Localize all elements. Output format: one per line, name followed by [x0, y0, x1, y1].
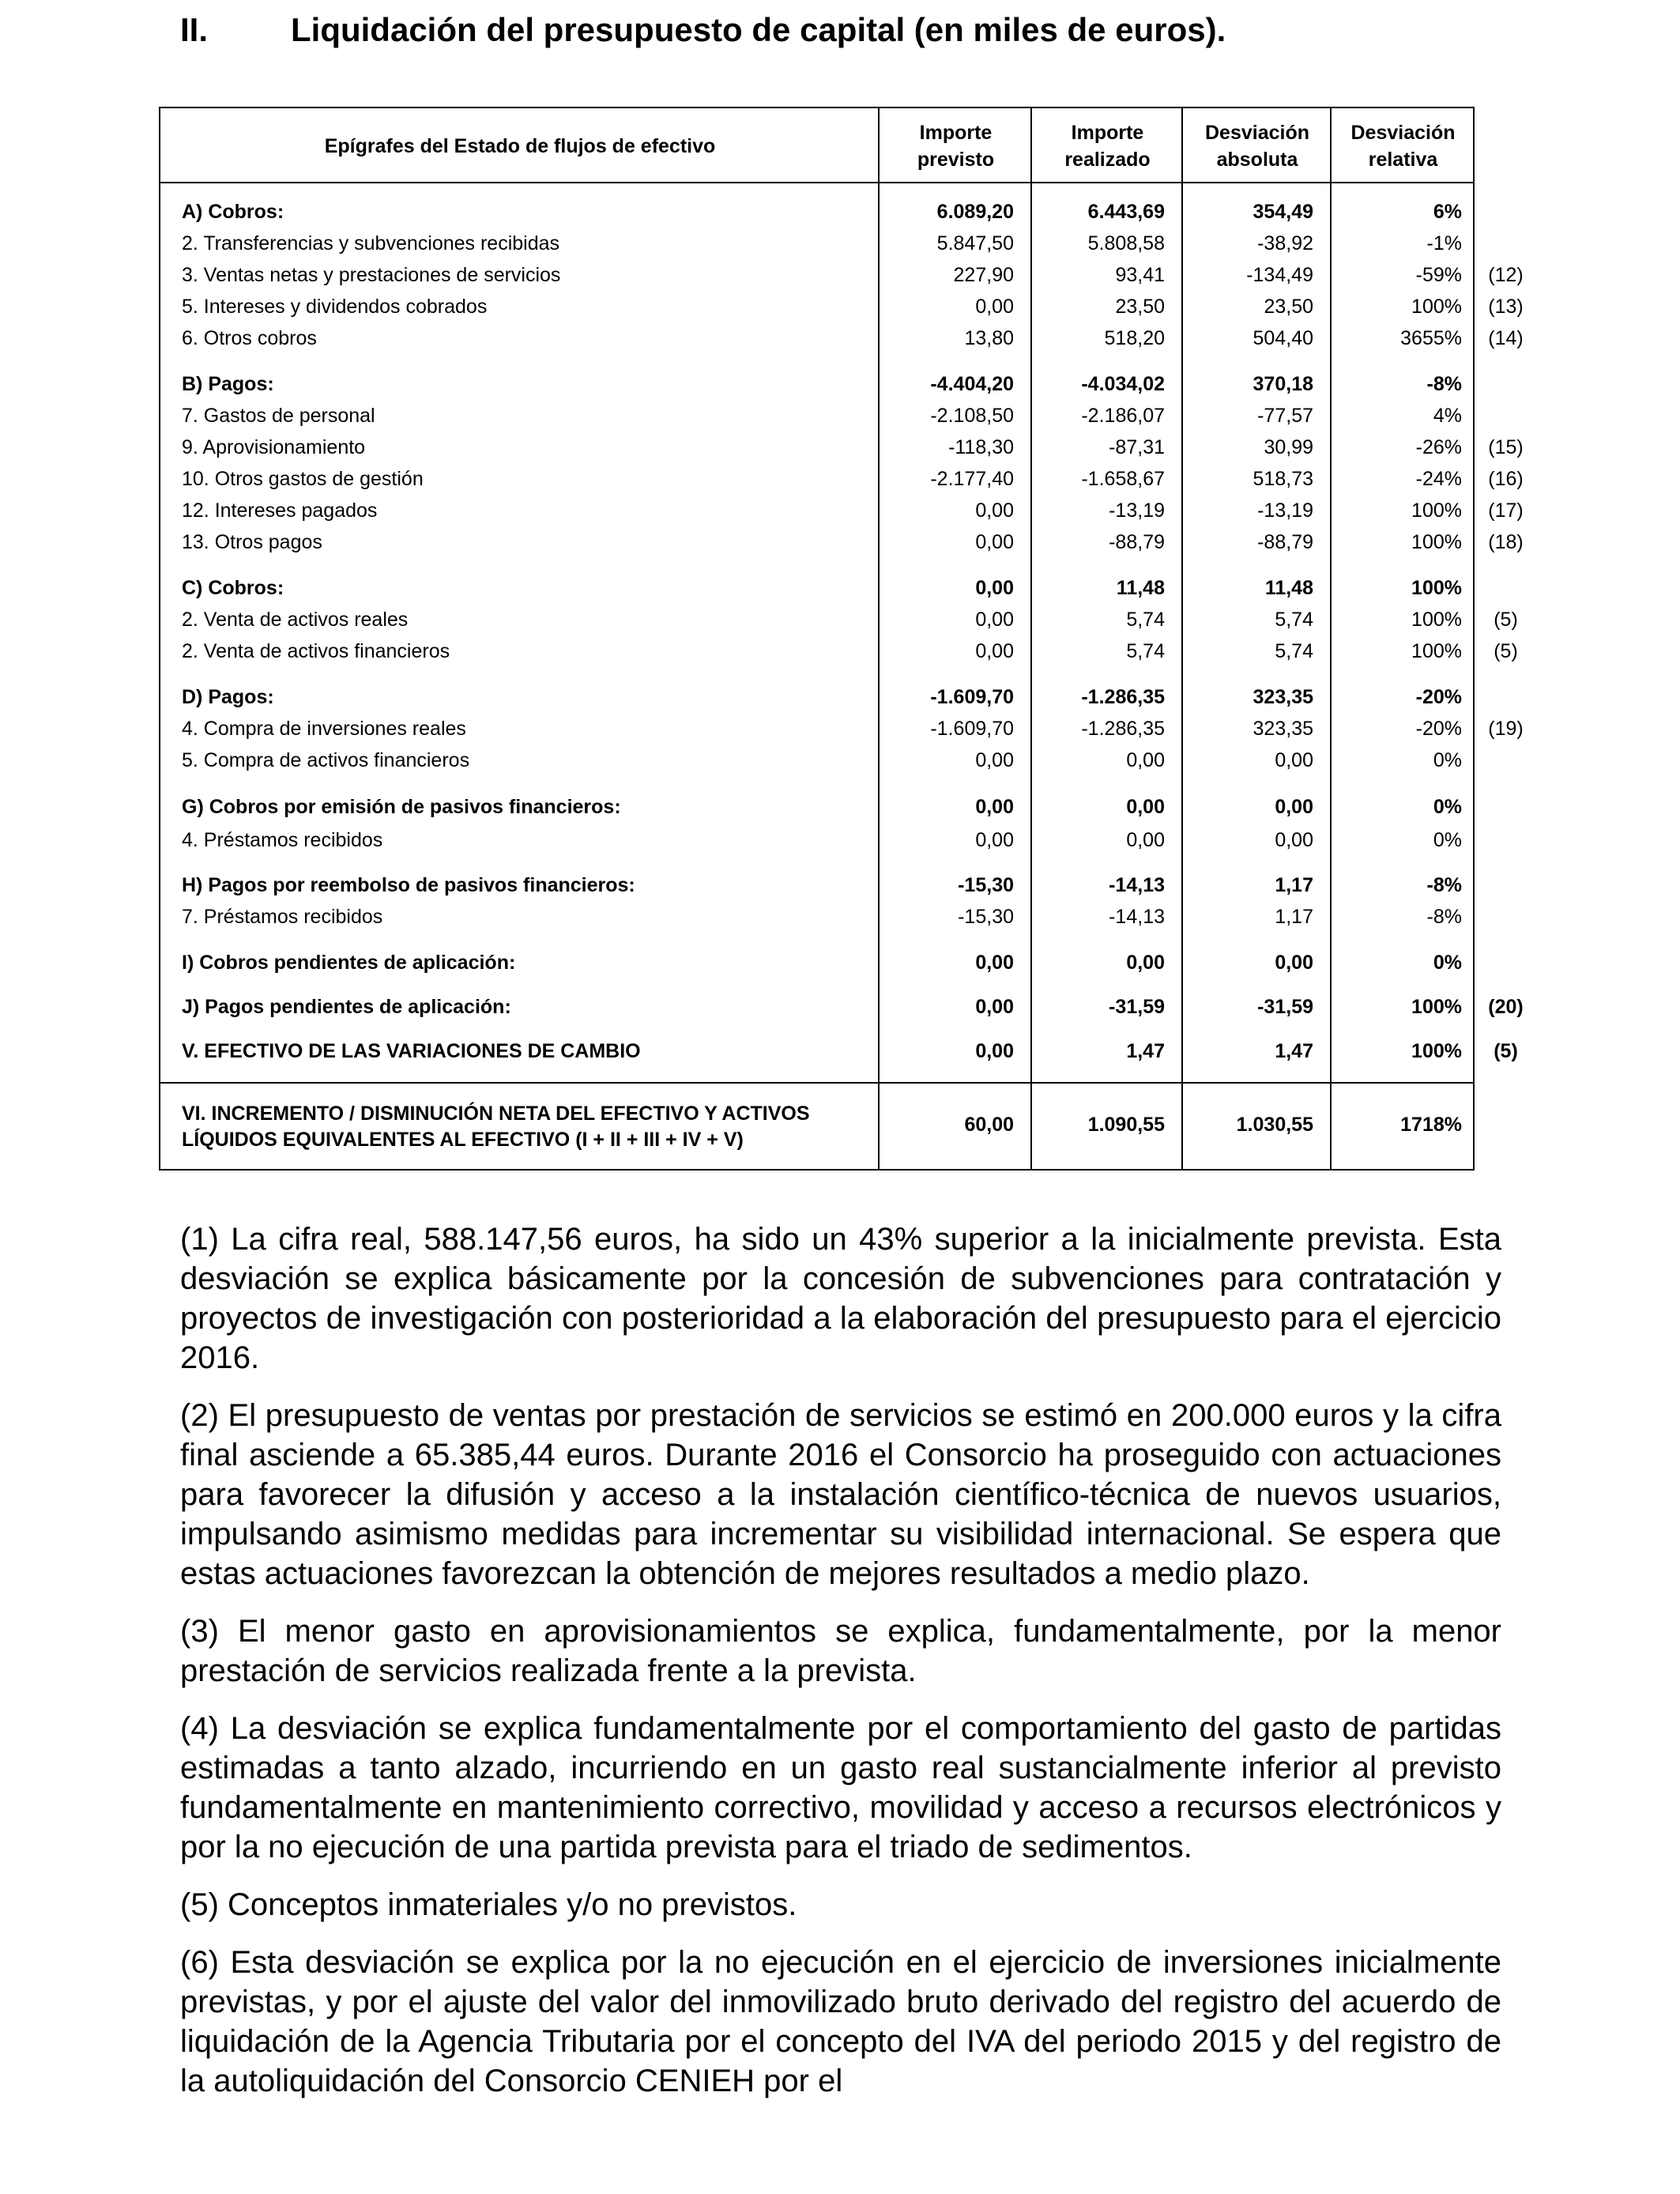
cell-desviacion-relativa: -24% — [1415, 468, 1462, 490]
table-row — [160, 1035, 1518, 1067]
header-desviacion-absoluta: Desviación absoluta — [1204, 121, 1309, 171]
row-label: 2. Venta de activos reales — [182, 609, 409, 631]
cell-desviacion-relativa: 3655% — [1400, 327, 1462, 349]
table-row — [160, 791, 1476, 823]
cell-importe-previsto: 0,00 — [975, 749, 1014, 771]
row-note-ref: (18) — [1488, 531, 1524, 553]
cell-importe-realizado: -87,31 — [1109, 436, 1165, 458]
row-label: G) Cobros por emisión de pasivos financieros: — [182, 796, 621, 818]
cell-desviacion-relativa: 6% — [1433, 201, 1462, 223]
cell-desviacion-absoluta: 1,47 — [1275, 1040, 1313, 1062]
cell-desviacion-relativa: -20% — [1415, 686, 1462, 708]
cell-desviacion-relativa: 0% — [1433, 749, 1462, 771]
header-desviacion-relativa: Desviación relativa — [1350, 121, 1456, 171]
cell-importe-realizado: -2.186,07 — [1081, 405, 1165, 427]
row-note-ref: (5) — [1494, 609, 1518, 631]
table-row — [160, 259, 1524, 291]
total-label: VI. INCREMENTO / DISMINUCIÓN NETA DEL EFECTIVO Y ACTIVOS LÍQUIDOS EQUIVALENTES AL EFECTIVO (I + II + III + IV + V) — [182, 1103, 810, 1151]
cell-importe-realizado: 1,47 — [1126, 1040, 1165, 1062]
cell-importe-realizado: -31,59 — [1109, 996, 1165, 1018]
row-note-ref: (5) — [1494, 640, 1518, 662]
row-label: 5. Intereses y dividendos cobrados — [182, 296, 488, 318]
row-note-ref: (12) — [1488, 264, 1524, 286]
table-row — [160, 291, 1524, 322]
cell-importe-realizado: 518,20 — [1104, 327, 1165, 349]
row-label: 5. Compra de activos financieros — [182, 749, 470, 771]
cell-desviacion-absoluta: -31,59 — [1257, 996, 1313, 1018]
cell-desviacion-relativa: 100% — [1411, 1040, 1462, 1062]
table-row — [160, 901, 1476, 933]
cell-desviacion-relativa: 4% — [1433, 405, 1462, 427]
footnote-paragraph: (6) Esta desviación se explica por la no ejecución en el ejercicio de inversiones inicialmente previstas, y por el ajuste del valor del inmovilizado bruto derivado del registro del acuerdo de liquidación de la Agencia Tributaria por el concepto del IVA del periodo 2015 y del registro de la autoliquidación del Consorcio CENIEH por el — [180, 1945, 1501, 2098]
cell-importe-previsto: -118,30 — [948, 436, 1014, 458]
cell-desviacion-absoluta: 0,00 — [1275, 796, 1313, 818]
table-row — [160, 228, 1476, 259]
cell-importe-realizado: -1.286,35 — [1081, 686, 1165, 708]
cell-importe-realizado: 0,00 — [1126, 749, 1165, 771]
cell-desviacion-absoluta: 370,18 — [1252, 373, 1313, 395]
row-label: 4. Préstamos recibidos — [182, 829, 383, 851]
table-header — [160, 108, 1473, 183]
row-note-ref: (5) — [1494, 1040, 1518, 1062]
cell-importe-previsto: -4.404,20 — [930, 373, 1014, 395]
row-label: 7. Gastos de personal — [182, 405, 375, 427]
row-label: I) Cobros pendientes de aplicación: — [182, 952, 516, 974]
row-note-ref: (16) — [1488, 468, 1524, 490]
row-label: 12. Intereses pagados — [182, 499, 378, 522]
cell-importe-realizado: 23,50 — [1115, 296, 1165, 318]
cell-importe-previsto: -1.609,70 — [930, 686, 1014, 708]
cell-desviacion-relativa: 100% — [1411, 609, 1462, 631]
cell-importe-previsto: -2.177,40 — [930, 468, 1014, 490]
row-label: 4. Compra de inversiones reales — [182, 718, 466, 740]
cell-importe-previsto: 0,00 — [975, 996, 1014, 1018]
header-importe-realizado: Importe realizado — [1064, 121, 1151, 171]
table-row — [160, 400, 1476, 432]
table-row — [160, 869, 1476, 901]
cell-importe-previsto: 0,00 — [975, 609, 1014, 631]
table-row — [160, 463, 1524, 495]
table-row — [160, 991, 1524, 1023]
cell-desviacion-relativa: 0% — [1433, 952, 1462, 974]
cell-importe-previsto: 0,00 — [975, 531, 1014, 553]
cell-importe-realizado: -1.286,35 — [1081, 718, 1165, 740]
cell-importe-previsto: -15,30 — [958, 874, 1014, 896]
total-desviacion-absoluta: 1.030,55 — [1236, 1114, 1313, 1136]
cell-importe-realizado: 5,74 — [1126, 609, 1165, 631]
table-row — [160, 495, 1524, 526]
row-note-ref: (17) — [1488, 499, 1524, 522]
row-note-ref: (15) — [1488, 436, 1524, 458]
cell-desviacion-relativa: -26% — [1415, 436, 1462, 458]
row-note-ref: (13) — [1488, 296, 1524, 318]
cell-importe-realizado: -88,79 — [1109, 531, 1165, 553]
cell-importe-realizado: 6.443,69 — [1087, 201, 1165, 223]
table-row — [160, 713, 1524, 745]
footnote-paragraph: (1) La cifra real, 588.147,56 euros, ha sido un 43% superior a la inicialmente prevista. Esta desviación se explica básicamente por la concesión de subvenciones para contratación y proyectos de investigación con posterioridad a la elaboración del presupuesto para el ejercicio 2016. — [180, 1222, 1501, 1375]
cell-importe-previsto: 13,80 — [964, 327, 1014, 349]
cell-desviacion-relativa: 100% — [1411, 577, 1462, 599]
row-label: 7. Préstamos recibidos — [182, 906, 383, 928]
table-row — [160, 681, 1476, 713]
footnotes — [180, 1220, 1501, 2119]
total-row — [160, 1082, 1476, 1171]
cell-desviacion-relativa: 100% — [1411, 996, 1462, 1018]
cell-importe-realizado: -4.034,02 — [1081, 373, 1165, 395]
table-row — [160, 526, 1524, 558]
cell-desviacion-absoluta: -38,92 — [1257, 232, 1313, 254]
row-label: 2. Venta de activos financieros — [182, 640, 450, 662]
cell-importe-realizado: 5,74 — [1126, 640, 1165, 662]
row-label: 6. Otros cobros — [182, 327, 317, 349]
row-label: D) Pagos: — [182, 686, 274, 708]
cell-importe-previsto: 0,00 — [975, 640, 1014, 662]
row-label: J) Pagos pendientes de aplicación: — [182, 996, 511, 1018]
row-label: A) Cobros: — [182, 201, 284, 223]
cell-desviacion-absoluta: 504,40 — [1252, 327, 1313, 349]
row-label: V. EFECTIVO DE LAS VARIACIONES DE CAMBIO — [182, 1040, 641, 1062]
row-label: B) Pagos: — [182, 373, 274, 395]
cell-desviacion-relativa: 100% — [1411, 531, 1462, 553]
cell-desviacion-relativa: 100% — [1411, 499, 1462, 522]
cell-importe-previsto: 0,00 — [975, 952, 1014, 974]
row-note-ref: (19) — [1488, 718, 1524, 740]
cell-desviacion-absoluta: 1,17 — [1275, 874, 1313, 896]
cell-importe-previsto: 0,00 — [975, 577, 1014, 599]
cell-importe-previsto: 0,00 — [975, 1040, 1014, 1062]
cell-importe-realizado: 5.808,58 — [1087, 232, 1165, 254]
table-row — [160, 572, 1476, 604]
cell-desviacion-absoluta: -13,19 — [1257, 499, 1313, 522]
cell-desviacion-absoluta: 11,48 — [1264, 577, 1313, 599]
cell-desviacion-absoluta: 0,00 — [1275, 829, 1313, 851]
cell-desviacion-relativa: -8% — [1426, 906, 1462, 928]
cell-desviacion-absoluta: 354,49 — [1252, 201, 1313, 223]
header-epigrafes: Epígrafes del Estado de flujos de efectivo — [324, 134, 716, 157]
cell-importe-previsto: -2.108,50 — [930, 405, 1014, 427]
cell-importe-previsto: 0,00 — [975, 499, 1014, 522]
cell-desviacion-relativa: -1% — [1426, 232, 1462, 254]
cell-importe-previsto: 5.847,50 — [936, 232, 1014, 254]
cell-desviacion-relativa: -59% — [1415, 264, 1462, 286]
total-desviacion-relativa: 1718% — [1400, 1114, 1462, 1136]
cell-importe-previsto: 0,00 — [975, 829, 1014, 851]
cell-importe-previsto: 0,00 — [975, 796, 1014, 818]
cell-desviacion-absoluta: 5,74 — [1275, 640, 1313, 662]
cell-desviacion-absoluta: 323,35 — [1252, 686, 1313, 708]
header-importe-previsto: Importe previsto — [917, 121, 995, 171]
table-row — [160, 635, 1518, 667]
cell-importe-realizado: -14,13 — [1109, 874, 1165, 896]
cell-importe-realizado: 93,41 — [1115, 264, 1165, 286]
cell-desviacion-relativa: 100% — [1411, 296, 1462, 318]
row-label: 3. Ventas netas y prestaciones de servicios — [182, 264, 561, 286]
footnote-paragraph: (2) El presupuesto de ventas por prestación de servicios se estimó en 200.000 euros y la cifra final asciende a 65.385,44 euros. Durante 2016 el Consorcio ha proseguido con actuaciones para favorecer la difusión y acceso a la instalación científico-técnica de nuevos usuarios, impulsando asimismo medidas para incrementar su visibilidad internacional. Se espera que estas actuaciones favorezcan la obtención de mejores resultados a medio plazo. — [180, 1398, 1501, 1591]
footnote-paragraph: (3) El menor gasto en aprovisionamientos se explica, fundamentalmente, por la menor prestación de servicios realizada frente a la prevista. — [180, 1614, 1501, 1688]
footnote-paragraph: (4) La desviación se explica fundamentalmente por el comportamiento del gasto de partidas estimadas a tanto alzado, incurriendo en un gasto real sustancialmente inferior al previsto fundamentalmente en mantenimiento correctivo, movilidad y acceso a recursos electrónicos y por la no ejecución de una partida prevista para el triado de sedimentos. — [180, 1711, 1501, 1864]
cell-desviacion-relativa: 0% — [1433, 796, 1462, 818]
budget-table — [159, 107, 1524, 1171]
row-label: 2. Transferencias y subvenciones recibidas — [182, 232, 560, 254]
section-number: II. — [180, 11, 209, 48]
table-row — [160, 745, 1476, 776]
cell-importe-previsto: 227,90 — [953, 264, 1014, 286]
cell-importe-realizado: 0,00 — [1126, 952, 1165, 974]
cell-importe-realizado: -13,19 — [1109, 499, 1165, 522]
table-row — [160, 604, 1518, 635]
cell-desviacion-absoluta: 518,73 — [1252, 468, 1313, 490]
row-label: 9. Aprovisionamiento — [182, 436, 366, 458]
cell-desviacion-absoluta: 30,99 — [1264, 436, 1313, 458]
cell-desviacion-absoluta: 323,35 — [1252, 718, 1313, 740]
cell-importe-realizado: 0,00 — [1126, 796, 1165, 818]
row-label: C) Cobros: — [182, 577, 284, 599]
cell-importe-previsto: 0,00 — [975, 296, 1014, 318]
row-note-ref: (14) — [1488, 327, 1524, 349]
cell-desviacion-absoluta: -88,79 — [1257, 531, 1313, 553]
table-row — [160, 432, 1524, 463]
cell-desviacion-absoluta: 5,74 — [1275, 609, 1313, 631]
table-row — [160, 368, 1476, 400]
cell-desviacion-relativa: -8% — [1426, 373, 1462, 395]
cell-desviacion-relativa: -8% — [1426, 874, 1462, 896]
cell-desviacion-absoluta: 1,17 — [1275, 906, 1313, 928]
cell-importe-realizado: 11,48 — [1116, 577, 1165, 599]
cell-desviacion-relativa: -20% — [1415, 718, 1462, 740]
row-label: H) Pagos por reembolso de pasivos financieros: — [182, 874, 635, 896]
cell-importe-realizado: 0,00 — [1126, 829, 1165, 851]
row-label: 10. Otros gastos de gestión — [182, 468, 424, 490]
table-row — [160, 196, 1476, 228]
total-importe-previsto: 60,00 — [964, 1114, 1014, 1136]
cell-desviacion-absoluta: -134,49 — [1246, 264, 1313, 286]
cell-desviacion-absoluta: -77,57 — [1257, 405, 1313, 427]
cell-importe-realizado: -14,13 — [1109, 906, 1165, 928]
cell-importe-previsto: -15,30 — [958, 906, 1014, 928]
table-row — [160, 947, 1476, 978]
cell-desviacion-relativa: 0% — [1433, 829, 1462, 851]
cell-desviacion-relativa: 100% — [1411, 640, 1462, 662]
cell-importe-previsto: 6.089,20 — [936, 201, 1014, 223]
cell-importe-realizado: -1.658,67 — [1081, 468, 1165, 490]
table-row — [160, 322, 1524, 354]
table-row — [160, 824, 1476, 856]
row-label: 13. Otros pagos — [182, 531, 322, 553]
footnote-paragraph: (5) Conceptos inmateriales y/o no previstos. — [180, 1887, 797, 1922]
cell-desviacion-absoluta: 0,00 — [1275, 952, 1313, 974]
total-importe-realizado: 1.090,55 — [1087, 1114, 1165, 1136]
cell-desviacion-absoluta: 0,00 — [1275, 749, 1313, 771]
row-note-ref: (20) — [1488, 996, 1524, 1018]
section-heading — [180, 11, 1226, 49]
cell-importe-previsto: -1.609,70 — [930, 718, 1014, 740]
cell-desviacion-absoluta: 23,50 — [1264, 296, 1313, 318]
section-title: Liquidación del presupuesto de capital (en miles de euros). — [291, 11, 1226, 48]
